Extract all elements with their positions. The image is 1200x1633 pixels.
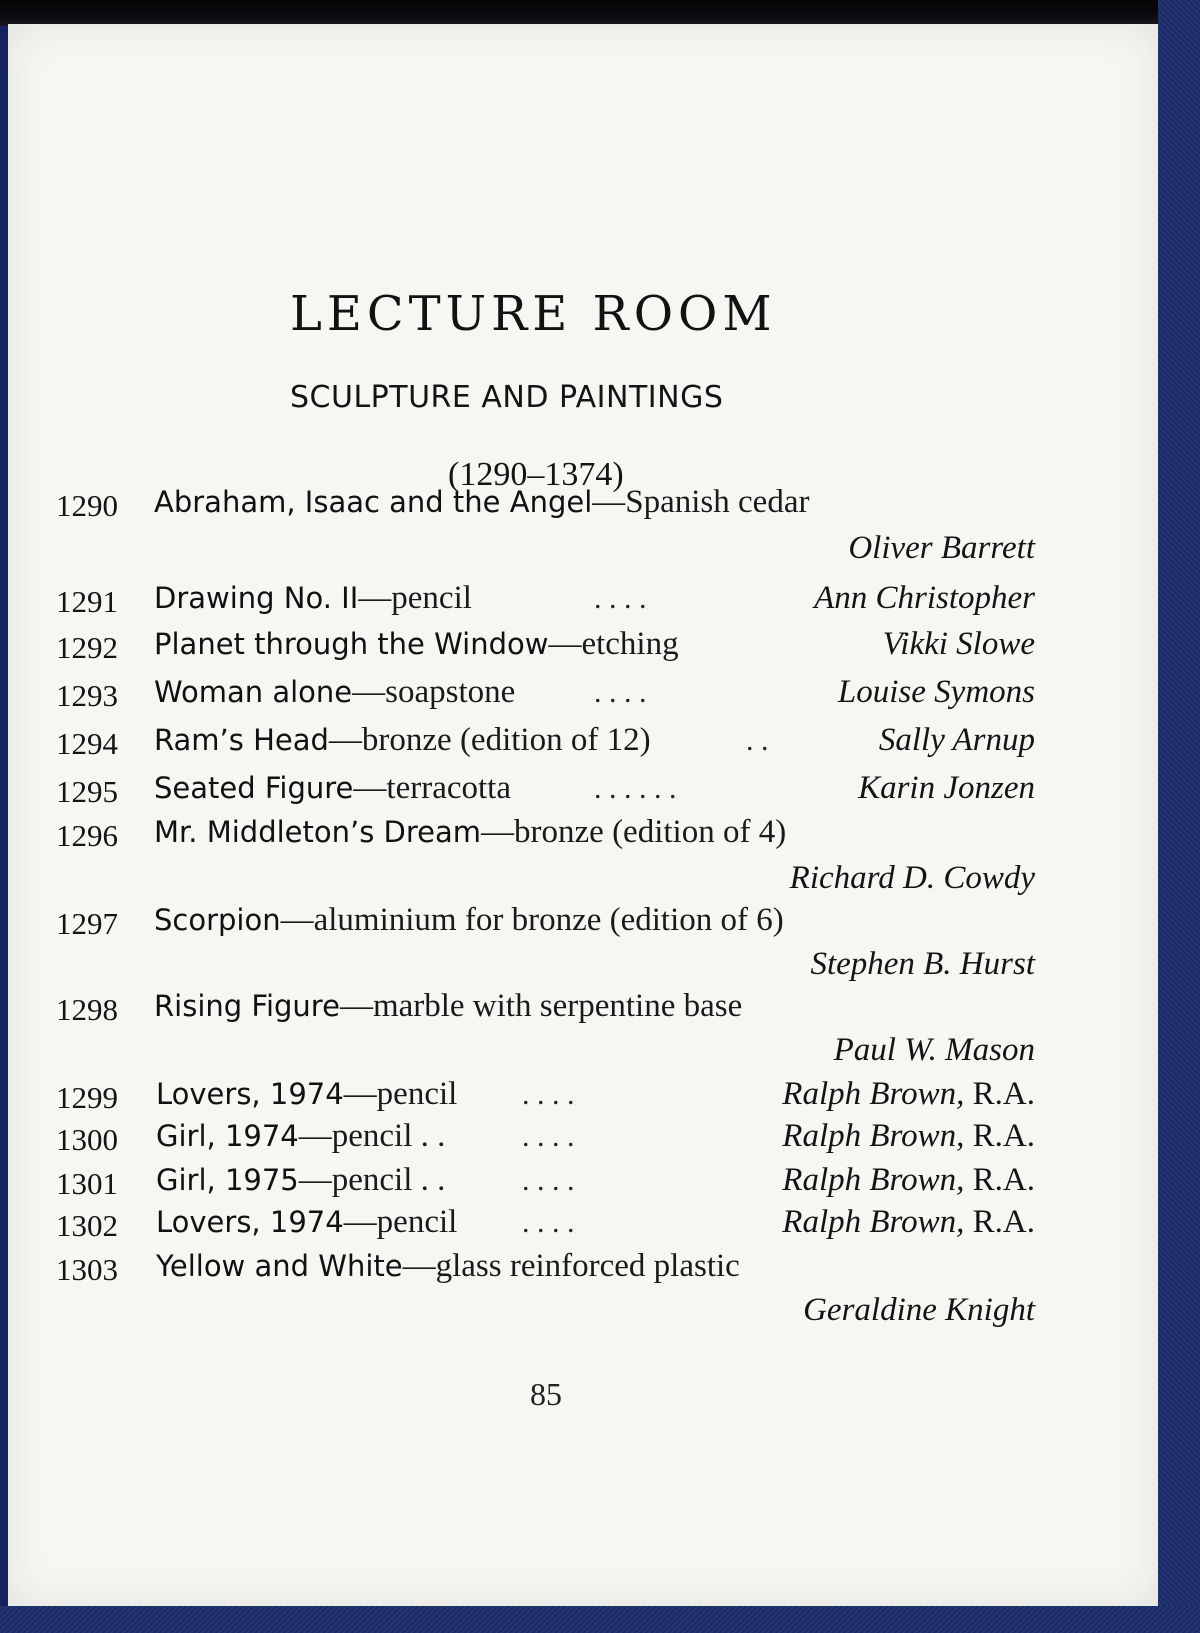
- work-title: Lovers, 1974: [156, 1205, 344, 1239]
- work-medium: —marble with serpentine base: [339, 988, 743, 1024]
- artist-honours: R.A.: [964, 1204, 1035, 1240]
- work-title: Drawing No. II: [154, 581, 359, 615]
- entry-title: [154, 674, 515, 711]
- work-medium: —bronze (edition of 12): [328, 722, 651, 758]
- work-medium: —Spanish cedar: [592, 484, 810, 520]
- catalogue-range: (1290–1374): [448, 456, 624, 493]
- entry-title: [154, 580, 472, 617]
- leader-dots: . . . .: [522, 1164, 575, 1197]
- artist-name: [782, 1204, 1035, 1241]
- catalogue-number: 1303: [56, 1252, 118, 1287]
- entry-title: [154, 814, 786, 851]
- work-medium: —pencil: [343, 1204, 458, 1240]
- work-title: Woman alone: [154, 675, 353, 709]
- entry-title: [154, 626, 679, 663]
- entry-title: [156, 1248, 740, 1285]
- work-title: Planet through the Window: [154, 627, 549, 661]
- entry-title: [154, 770, 511, 807]
- artist-text: Richard D. Cowdy: [789, 860, 1035, 896]
- work-title: Scorpion: [154, 903, 281, 937]
- entry-line: [8, 580, 1158, 626]
- leader-dots: . . . . . .: [594, 772, 677, 805]
- artist-text: Ralph Brown,: [782, 1076, 965, 1112]
- artist-text: Louise Symons: [837, 674, 1035, 710]
- catalogue-number: 1295: [56, 774, 118, 809]
- work-title: Yellow and White: [156, 1249, 403, 1283]
- entry-line: [8, 814, 1158, 860]
- work-title: Rising Figure: [154, 989, 340, 1023]
- work-medium: —etching: [548, 626, 679, 662]
- artist-name: [838, 674, 1035, 711]
- leader-dots: . .: [746, 724, 769, 757]
- work-medium: —glass reinforced plastic: [402, 1248, 740, 1284]
- artist-honours: R.A.: [964, 1162, 1035, 1198]
- entry-title: [154, 902, 784, 939]
- work-title: Mr. Middleton’s Dream: [154, 815, 482, 849]
- catalogue-number: 1297: [56, 906, 118, 941]
- artist-name: [782, 1076, 1035, 1113]
- artist-name: [834, 1032, 1035, 1069]
- catalogue-number: 1293: [56, 678, 118, 713]
- catalogue-number: 1292: [56, 630, 118, 665]
- artist-name: [782, 1162, 1035, 1199]
- entry-title: [154, 484, 809, 521]
- work-medium: —soapstone: [352, 674, 516, 710]
- work-medium: —pencil . .: [298, 1162, 446, 1198]
- section-subtitle: SCULPTURE AND PAINTINGS: [290, 380, 724, 415]
- work-medium: —pencil . .: [298, 1118, 446, 1154]
- artist-text: Stephen B. Hurst: [810, 946, 1035, 982]
- artist-text: Geraldine Knight: [803, 1292, 1035, 1328]
- artist-text: Sally Arnup: [878, 722, 1035, 758]
- catalogue-page: [8, 24, 1158, 1606]
- work-medium: —aluminium for bronze (edition of 6): [280, 902, 784, 938]
- catalogue-number: 1290: [56, 488, 118, 523]
- artist-text: Ralph Brown,: [782, 1204, 965, 1240]
- artist-name: [782, 1118, 1035, 1155]
- artist-text: Vikki Slowe: [882, 626, 1035, 662]
- artist-honours: R.A.: [964, 1076, 1035, 1112]
- catalogue-number: 1299: [56, 1080, 118, 1115]
- catalogue-number: 1298: [56, 992, 118, 1027]
- artist-name: [879, 722, 1035, 759]
- page-title: LECTURE ROOM: [290, 286, 777, 342]
- entry-line: [8, 626, 1158, 672]
- entry-line: [8, 1118, 1158, 1164]
- entry-line: [8, 770, 1158, 816]
- leader-dots: . . . .: [522, 1206, 575, 1239]
- artist-line: [8, 1292, 1158, 1338]
- work-title: Abraham, Isaac and the Angel: [154, 485, 593, 519]
- catalogue-number: 1302: [56, 1208, 118, 1243]
- artist-name: [848, 530, 1035, 567]
- artist-text: Paul W. Mason: [833, 1032, 1035, 1068]
- artist-honours: R.A.: [964, 1118, 1035, 1154]
- catalogue-number: 1294: [56, 726, 118, 761]
- work-medium: —pencil: [343, 1076, 458, 1112]
- artist-text: Karin Jonzen: [858, 770, 1035, 806]
- entry-line: [8, 902, 1158, 948]
- artist-name: [858, 770, 1035, 807]
- leader-dots: . . . .: [522, 1078, 575, 1111]
- entry-line: [8, 1076, 1158, 1122]
- top-shadow: [0, 0, 1200, 26]
- leader-dots: . . . .: [594, 676, 647, 709]
- entry-line: [8, 988, 1158, 1034]
- catalogue-number: 1291: [56, 584, 118, 619]
- work-title: Ram’s Head: [154, 723, 329, 757]
- artist-name: [803, 1292, 1035, 1329]
- entry-title: [154, 988, 742, 1025]
- work-title: Girl, 1975: [156, 1163, 299, 1197]
- entry-title: [156, 1204, 457, 1241]
- entry-title: [154, 722, 651, 759]
- catalogue-number: 1301: [56, 1166, 118, 1201]
- artist-text: Ann Christopher: [814, 580, 1035, 616]
- entry-title: [156, 1162, 445, 1199]
- entry-line: [8, 674, 1158, 720]
- entry-title: [156, 1118, 445, 1155]
- artist-line: [8, 860, 1158, 906]
- entry-title: [156, 1076, 457, 1113]
- artist-line: [8, 946, 1158, 992]
- catalogue-number: 1296: [56, 818, 118, 853]
- work-medium: —pencil: [358, 580, 472, 616]
- work-medium: —bronze (edition of 4): [481, 814, 787, 850]
- work-title: Girl, 1974: [156, 1119, 299, 1153]
- artist-name: [814, 580, 1035, 617]
- artist-name: [810, 946, 1035, 983]
- artist-text: Oliver Barrett: [848, 530, 1035, 566]
- artist-line: [8, 530, 1158, 576]
- leader-dots: . . . .: [594, 582, 647, 615]
- artist-name: [790, 860, 1035, 897]
- work-title: Seated Figure: [154, 771, 354, 805]
- artist-name: [883, 626, 1035, 663]
- entry-line: [8, 484, 1158, 530]
- cloth-cover-right: [1158, 0, 1200, 1633]
- work-medium: —terracotta: [353, 770, 511, 806]
- artist-line: [8, 1032, 1158, 1078]
- artist-text: Ralph Brown,: [782, 1118, 965, 1154]
- entry-line: [8, 1248, 1158, 1294]
- work-title: Lovers, 1974: [156, 1077, 344, 1111]
- page-number: 85: [530, 1376, 562, 1412]
- artist-text: Ralph Brown,: [782, 1162, 965, 1198]
- catalogue-number: 1300: [56, 1122, 118, 1157]
- leader-dots: . . . .: [522, 1120, 575, 1153]
- cloth-cover-bottom: [0, 1606, 1200, 1633]
- entry-line: [8, 1204, 1158, 1250]
- entry-line: [8, 722, 1158, 768]
- entry-line: [8, 1162, 1158, 1208]
